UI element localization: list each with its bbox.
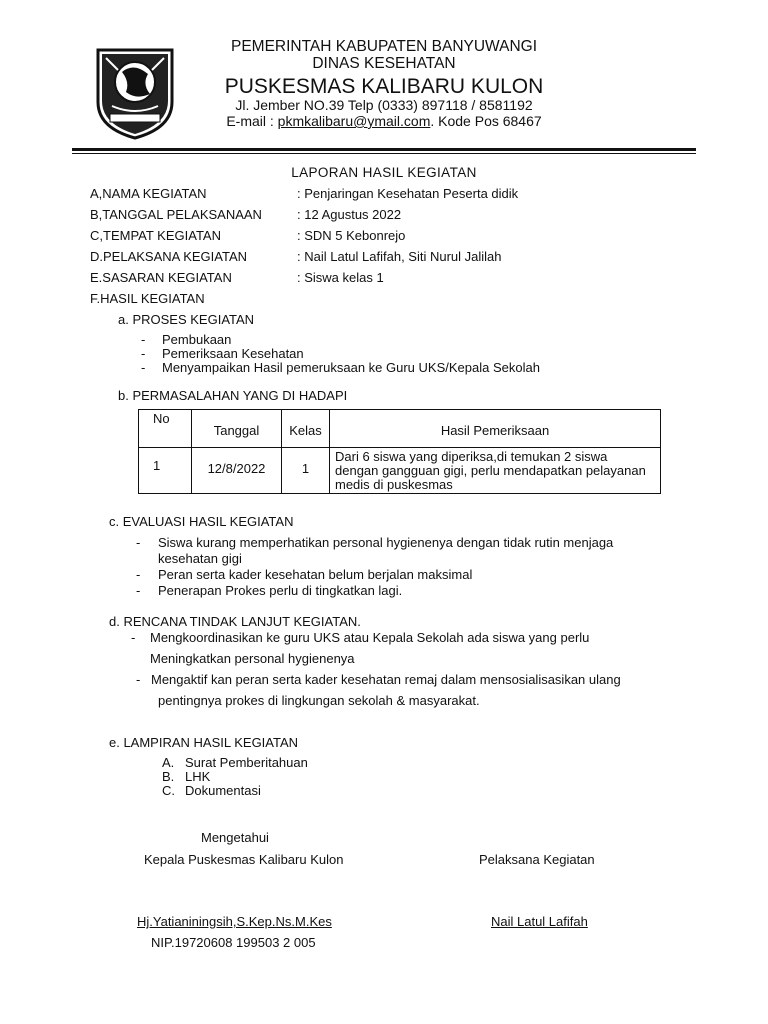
field-label: D.PELAKSANA KEGIATAN <box>90 249 248 264</box>
cell-hasil-line: medis di puskesmas <box>335 477 453 492</box>
postal-code: . Kode Pos 68467 <box>430 113 542 129</box>
bullet-dash: - <box>136 672 141 687</box>
header-divider-thin <box>72 153 696 154</box>
field-label: B,TANGGAL PELAKSANAAN <box>90 207 262 222</box>
list-item: Peran serta kader kesehatan belum berjalan maksimal <box>158 567 473 582</box>
cell-hasil-line: dengan gangguan gigi, perlu mendapatkan pelayanan <box>335 463 646 478</box>
bullet-dash: - <box>141 346 146 361</box>
table-row <box>139 448 661 494</box>
list-item-continued: kesehatan gigi <box>158 551 242 566</box>
field-value: : Nail Latul Lafifah, Siti Nurul Jalilah <box>297 249 502 264</box>
list-item: Mengaktif kan peran serta kader kesehatan remaj dalam mensosialisasikan ulang <box>151 672 621 687</box>
list-item: Pembukaan <box>162 332 232 347</box>
header-divider-thick <box>72 148 696 151</box>
bullet-dash: - <box>136 583 141 598</box>
list-marker: A. <box>162 755 175 770</box>
list-marker: B. <box>162 769 175 784</box>
section-e-heading: e. LAMPIRAN HASIL KEGIATAN <box>109 735 299 750</box>
field-label: A,NAMA KEGIATAN <box>90 186 207 201</box>
bullet-dash: - <box>141 332 146 347</box>
header-kelas: Kelas <box>282 410 330 448</box>
table-header-row <box>139 410 661 448</box>
header-hasil: Hasil Pemeriksaan <box>330 410 661 448</box>
field-value: : 12 Agustus 2022 <box>297 207 402 222</box>
section-a-heading: a. PROSES KEGIATAN <box>118 312 255 327</box>
header-puskesmas: PUSKESMAS KALIBARU KULON <box>224 75 544 98</box>
field-label: E.SASARAN KEGIATAN <box>90 270 232 285</box>
list-item: Pemeriksaan Kesehatan <box>162 346 304 361</box>
list-item: Penerapan Prokes perlu di tingkatkan lagi. <box>158 583 403 598</box>
list-item-continued: Meningkatkan personal hygienenya <box>150 651 355 666</box>
email-prefix: E-mail : <box>226 113 278 129</box>
bullet-dash: - <box>141 360 146 375</box>
field-value: : Penjaringan Kesehatan Peserta didik <box>297 186 519 201</box>
field-value: : SDN 5 Kebonrejo <box>297 228 406 243</box>
left-signatory-nip: NIP.19720608 199503 2 005 <box>151 935 316 950</box>
list-item: Surat Pemberitahuan <box>185 755 308 770</box>
list-item-continued: pentingnya prokes di lingkungan sekolah & masyarakat. <box>158 693 480 708</box>
left-signatory-name: Hj.Yatianiningsih,S.Kep.Ns.M.Kes <box>137 914 332 929</box>
section-c-heading: c. EVALUASI HASIL KEGIATAN <box>109 514 294 529</box>
right-signatory-title: Pelaksana Kegiatan <box>479 852 595 867</box>
report-title: LAPORAN HASIL KEGIATAN <box>291 165 477 180</box>
right-signatory-name: Nail Latul Lafifah <box>491 914 588 929</box>
header-address: Jl. Jember NO.39 Telp (0333) 897118 / 8581192 <box>235 97 533 113</box>
cell-no: 1 <box>139 448 192 494</box>
cell-hasil <box>330 448 661 494</box>
left-signatory-title: Kepala Puskesmas Kalibaru Kulon <box>144 852 344 867</box>
bullet-dash: - <box>131 630 136 645</box>
mengetahui-label: Mengetahui <box>201 830 269 845</box>
header-government: PEMERINTAH KABUPATEN BANYUWANGI <box>230 38 538 55</box>
header-tanggal: Tanggal <box>192 410 282 448</box>
list-item: Menyampaikan Hasil pemeruksaan ke Guru UKS/Kepala Sekolah <box>162 360 540 375</box>
header-department: DINAS KESEHATAN <box>312 55 456 72</box>
cell-kelas: 1 <box>282 448 330 494</box>
cell-hasil-line: Dari 6 siswa yang diperiksa,di temukan 2 siswa <box>335 449 608 464</box>
list-item: Mengkoordinasikan ke guru UKS atau Kepala Sekolah ada siswa yang perlu <box>150 630 590 645</box>
header-email-line <box>0 113 768 129</box>
bullet-dash: - <box>136 567 141 582</box>
section-d-heading: d. RENCANA TINDAK LANJUT KEGIATAN. <box>109 614 361 629</box>
list-item: Dokumentasi <box>185 783 261 798</box>
list-item: LHK <box>185 769 211 784</box>
list-marker: C. <box>162 783 175 798</box>
section-b-heading: b. PERMASALAHAN YANG DI HADAPI <box>118 388 348 403</box>
email-link[interactable]: pkmkalibaru@ymail.com <box>277 113 431 129</box>
field-value: : Siswa kelas 1 <box>297 270 384 285</box>
field-label: F.HASIL KEGIATAN <box>90 291 205 306</box>
header-no: No <box>139 410 192 448</box>
bullet-dash: - <box>136 535 141 550</box>
list-item: Siswa kurang memperhatikan personal hygienenya dengan tidak rutin menjaga <box>158 535 614 550</box>
problems-table <box>138 409 661 494</box>
field-label: C,TEMPAT KEGIATAN <box>90 228 221 243</box>
cell-tanggal: 12/8/2022 <box>192 448 282 494</box>
